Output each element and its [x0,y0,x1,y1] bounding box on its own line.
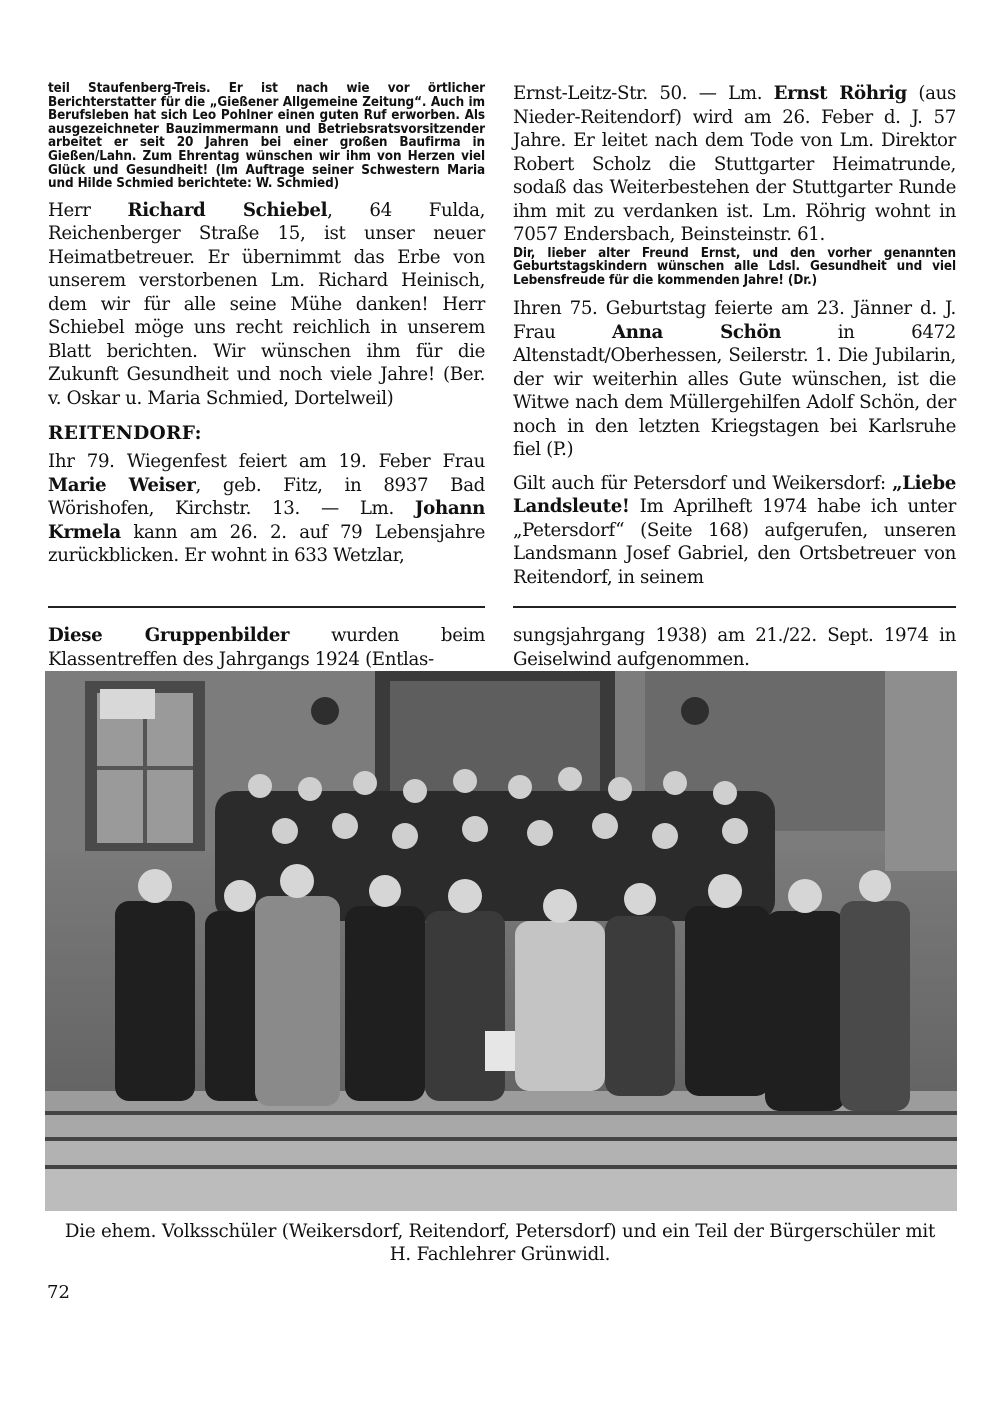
greeting-note: Dir, lieber alter Freund Ernst, und den vorher genannten Geburtstagskindern wünschen alle Ldsl. Gesundheit und viel Lebensfreude für die kommenden Jahre! (Dr.) [513,245,956,288]
schiebel-paragraph: Herr Richard Schiebel, 64 Fulda, Reichenberger Straße 15, ist unser neuer Heimatbetreuer. Er übernimmt das Erbe von unserem verstorbenen Lm. Richard Heinisch, dem wir für alle seine Mühe danken! Herr Schiebel möge uns recht reichlich in unserem Blatt berichten. Wir wünschen ihm für die Zukunft Gesundheit und noch viele Jahre! (Ber. v. Oskar u. Maria Schmied, Dortelweil) [48,199,486,409]
right-column [513,82,956,589]
gabriel-paragraph: Gilt auch für Petersdorf und Weikersdorf: „Liebe Landsleute! Im Aprilheft 1974 habe ich unter „Petersdorf“ (Seite 168) aufgerufen, unseren Landsmann Josef Gabriel, den Ortsbetreuer von Reitendorf, in seinem [513,472,956,588]
roehrig-paragraph: Ernst-Leitz-Str. 50. — Lm. Ernst Röhrig (aus Nieder-Reitendorf) wird am 26. Feber d. J. 57 Jahre. Er leitet nach dem Tode von Lm. Direktor Robert Scholz die Stuttgarter Heimatrunde, sodaß das Weiterbestehen der Stuttgarter Runde ihm mit zu verdanken ist. Lm. Röhrig wohnt in 7057 Endersbach, Beinsteinstr. 61. [513,83,956,245]
schoen-paragraph: Ihren 75. Geburtstag feierte am 23. Jänner d. J. Frau Anna Schön in 6472 Altenstadt/Oberhessen, Seilerstr. 1. Die Jubilarin, der wir weiterhin alles Gute wünschen, ist die Witwe nach dem Müllergehilfen Adolf Schön, der noch in den letzten Kriegstagen bei Karlsruhe fiel (P.) [513,298,956,461]
weiser-paragraph: Ihr 79. Wiegenfest feiert am 19. Feber Frau Marie Weiser, geb. Fitz, in 8937 Bad Wörishofen, Kirchstr. 13. — Lm. Johann Krmela kann am 26. 2. auf 79 Lebensjahre zurückblicken. Er wohnt in 633 Wetzlar, [48,451,485,567]
section-heading-reitendorf: REITENDORF: [48,423,202,445]
schiebel-name: Richard Schiebel [127,199,328,221]
roehrig-name: Ernst Röhrig [773,83,907,104]
left-column [48,82,485,568]
schoen-name: Anna Schön [612,321,782,343]
group-photo [45,671,957,1211]
photo-intro-right: sungsjahrgang 1938) am 21./22. Sept. 1974 in Geiselwind aufgenommen. [513,625,956,670]
page-number: 72 [47,1282,70,1303]
photo-caption: Die ehem. Volksschüler (Weikersdorf, Reitendorf, Petersdorf) und ein Teil der Bürgerschüler mit H. Fachlehrer Grünwidl. [64,1221,936,1265]
weiser-name: Marie Weiser [48,474,196,496]
divider-left [48,606,485,608]
photo-intro-left: Diese Gruppenbilder wurden beim Klassentreffen des Jahrgangs 1924 (Entlas- [48,625,485,670]
landsleute-bold: „Liebe Landsleute! [513,472,956,518]
divider-right [513,606,956,608]
staufenberg-note: teil Staufenberg-Treis. Er ist nach wie vor örtlicher Berichterstatter für die „Gießener Allgemeine Zeitung“. Auch im Berufsleben hat sich Leo Pohlner einen guten Ruf erworben. Als ausgezeichneter Bauzimmermann und Betriebsratsvorsitzender arbeitet er seit 20 Jahren bei einer großen Baufirma in Gießen/Lahn. Zum Ehrentag wünschen wir ihm von Herzen viel Glück und Gesundheit! (Im Auftrage seiner Schwestern Maria und Hilde Schmied berichtete: W. Schmied) [48,81,485,192]
krmela-name: Johann Krmela [48,498,485,543]
